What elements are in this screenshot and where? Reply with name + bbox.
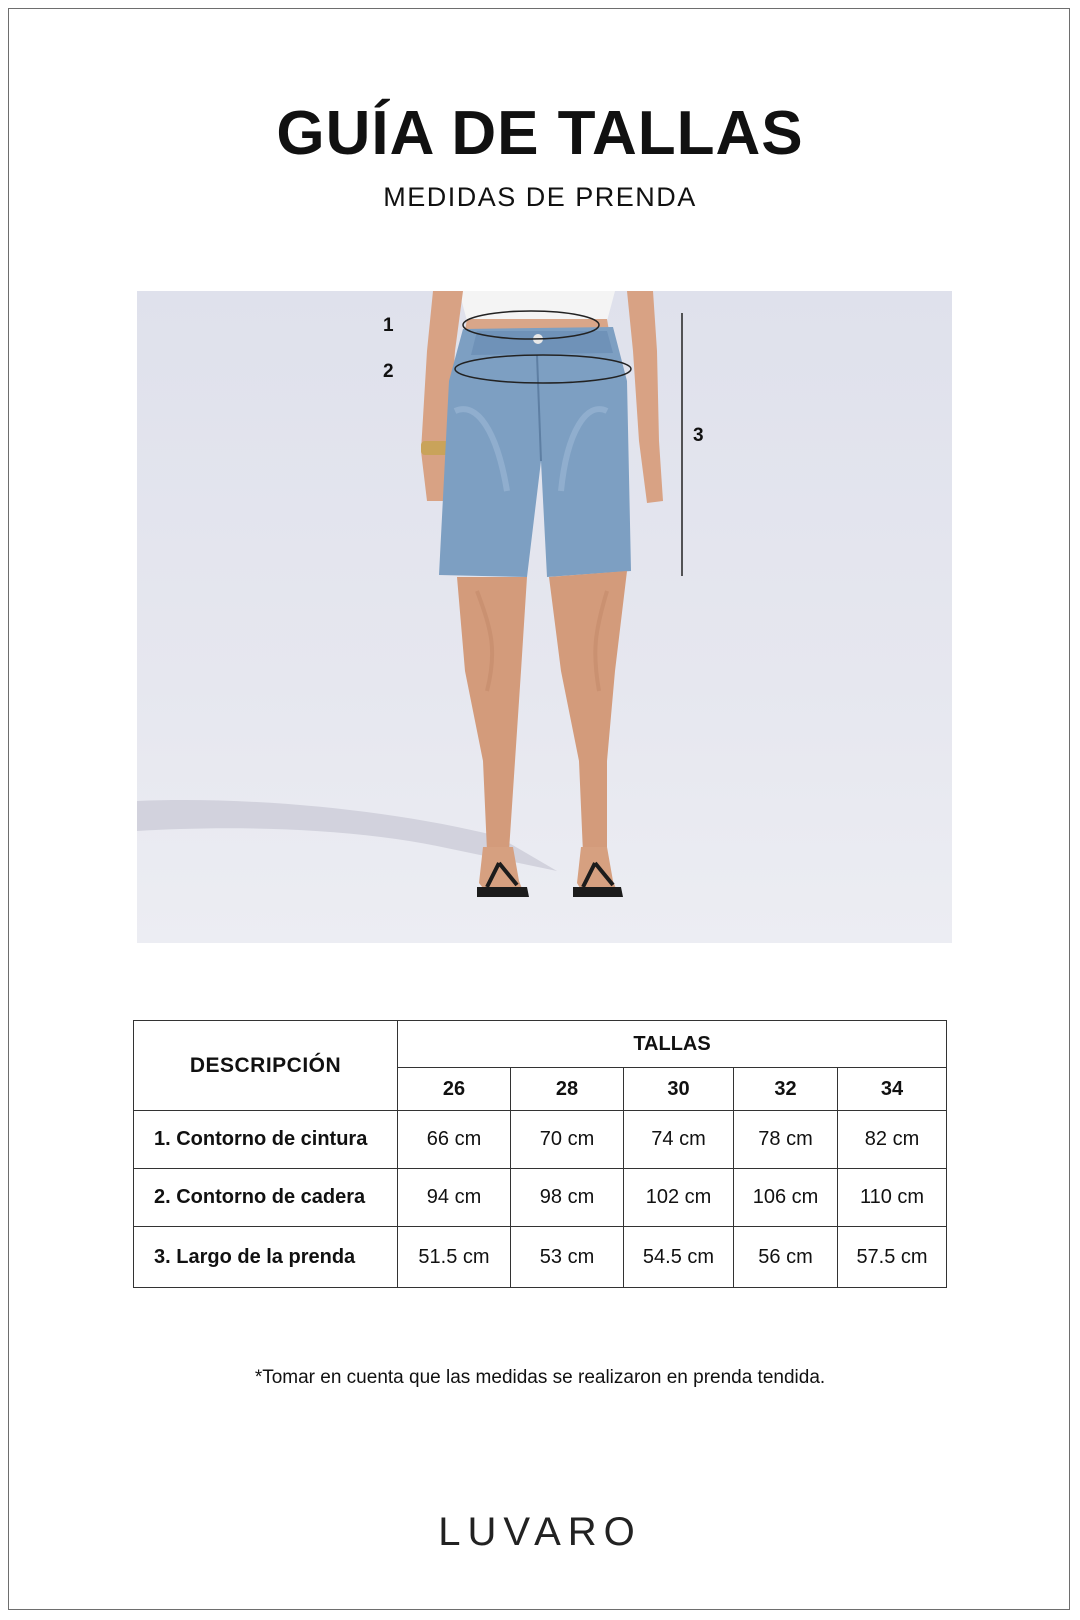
brand-logo: LUVARO: [438, 1510, 642, 1554]
table-header-row: [134, 1021, 947, 1068]
model-illustration: [137, 291, 952, 943]
marker-hip: 2: [383, 361, 394, 382]
table-row: [134, 1169, 947, 1227]
cell-value: 110 cm: [838, 1169, 947, 1227]
cell-value: 74 cm: [624, 1111, 734, 1169]
row-label-length: 3. Largo de la prenda: [134, 1227, 398, 1288]
cell-value: 82 cm: [838, 1111, 947, 1169]
cell-value: 57.5 cm: [838, 1227, 947, 1288]
model-photo: [137, 291, 952, 943]
page-subtitle: MEDIDAS DE PRENDA: [383, 182, 697, 212]
size-26: 26: [398, 1068, 511, 1111]
cell-value: 54.5 cm: [624, 1227, 734, 1288]
marker-waist: 1: [383, 315, 394, 336]
page-title: GUÍA DE TALLAS: [276, 99, 804, 168]
cell-value: 66 cm: [398, 1111, 511, 1169]
size-table: [133, 1020, 947, 1288]
measurement-note: *Tomar en cuenta que las medidas se realizaron en prenda tendida.: [254, 1367, 826, 1388]
marker-length: 3: [693, 425, 704, 446]
cell-value: 56 cm: [734, 1227, 838, 1288]
cell-value: 51.5 cm: [398, 1227, 511, 1288]
description-header: DESCRIPCIÓN: [134, 1021, 398, 1111]
size-30: 30: [624, 1068, 734, 1111]
cell-value: 106 cm: [734, 1169, 838, 1227]
row-label-hip: 2. Contorno de cadera: [134, 1169, 398, 1227]
cell-value: 98 cm: [511, 1169, 624, 1227]
sizes-header: TALLAS: [398, 1021, 947, 1068]
cell-value: 53 cm: [511, 1227, 624, 1288]
cell-value: 70 cm: [511, 1111, 624, 1169]
size-28: 28: [511, 1068, 624, 1111]
size-34: 34: [838, 1068, 947, 1111]
size-32: 32: [734, 1068, 838, 1111]
row-label-waist: 1. Contorno de cintura: [134, 1111, 398, 1169]
cell-value: 78 cm: [734, 1111, 838, 1169]
table-row: [134, 1227, 947, 1288]
cell-value: 102 cm: [624, 1169, 734, 1227]
cell-value: 94 cm: [398, 1169, 511, 1227]
table-row: [134, 1111, 947, 1169]
